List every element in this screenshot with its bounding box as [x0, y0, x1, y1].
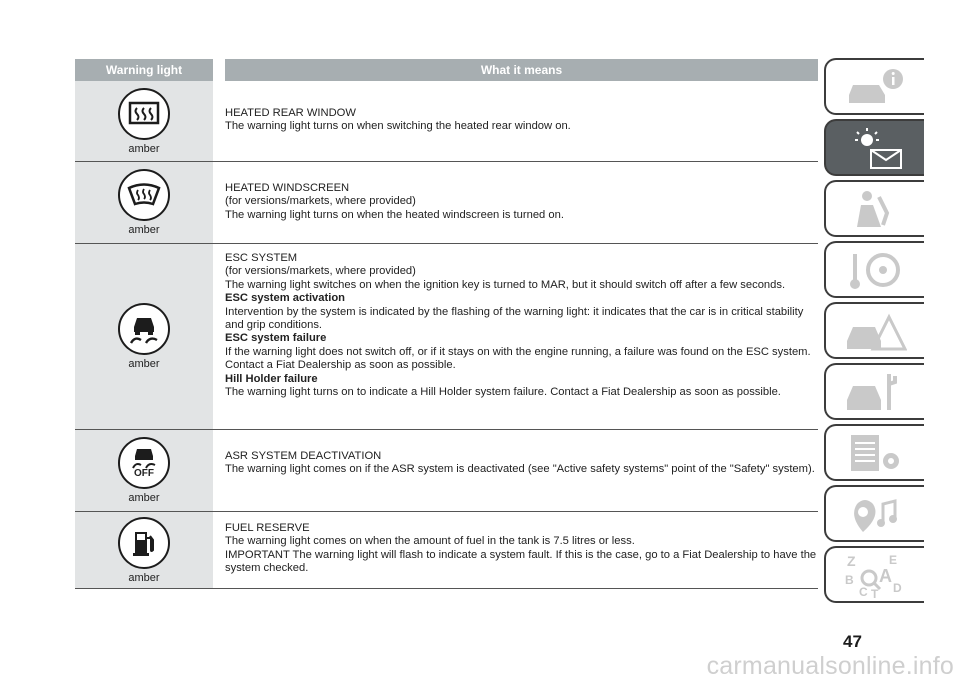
maintenance-icon — [843, 370, 907, 414]
light-color-label: amber — [128, 224, 160, 236]
tab-emergency[interactable] — [824, 302, 924, 359]
emergency-icon — [843, 309, 907, 353]
description-line: The warning light turns on when the heated windscreen is turned on. — [225, 208, 564, 221]
warning-lights-table — [75, 59, 818, 589]
description-line: FUEL RESERVE — [225, 522, 310, 534]
description-heading: Hill Holder failure — [225, 372, 318, 385]
description-line: The warning light turns on to indicate a Hill Holder system failure. Contact a Fiat Dealership as soon as possible. — [225, 386, 781, 399]
description-line: The warning light comes on when the amount of fuel in the tank is 7.5 litres or less. — [225, 535, 635, 548]
description-line: ESC SYSTEM — [225, 252, 298, 264]
warning-light-cell — [75, 512, 213, 588]
light-color-label: amber — [128, 142, 160, 155]
index-letter: A — [879, 565, 892, 586]
description-line: (for versions/markets, where provided) — [225, 265, 416, 278]
starting-driving-icon — [843, 248, 907, 292]
index-icon — [843, 550, 907, 600]
description-line: If the warning light does not switch off, or if it stays on with the engine running, a failure was found on the ESC system. Contact a Fiat Dealership as soon as possible. — [225, 345, 811, 372]
tab-maintenance[interactable] — [824, 363, 924, 420]
warning-light-cell — [75, 81, 213, 161]
tab-safety[interactable] — [824, 180, 924, 237]
description-line: HEATED WINDSCREEN — [225, 182, 350, 194]
light-color-label: amber — [128, 492, 160, 504]
description-line: HEATED REAR WINDOW — [225, 107, 356, 119]
description-line: ASR SYSTEM DEACTIVATION — [225, 450, 382, 462]
table-row-fuel-reserve — [75, 512, 818, 589]
fuel-reserve-icon — [118, 517, 170, 569]
description-cell — [213, 512, 818, 588]
asr-off-icon — [118, 437, 170, 489]
description-line: Intervention by the system is indicated by the flashing of the warning light: it indicates that the car is in critical stability and grip conditions. — [225, 305, 804, 332]
description-line: (for versions/markets, where provided) — [225, 195, 416, 208]
light-color-label: amber — [128, 571, 160, 584]
description-line: The warning light turns on when switching the heated rear window on. — [225, 120, 571, 133]
description-cell — [213, 162, 818, 243]
technical-data-icon — [843, 431, 907, 475]
description-cell — [213, 430, 818, 511]
header-what-it-means: What it means — [225, 59, 818, 81]
light-color-label: amber — [128, 358, 160, 370]
description-cell — [213, 81, 818, 161]
index-letter: B — [845, 572, 854, 587]
header-warning-light: Warning light — [75, 59, 213, 81]
off-label: OFF — [134, 468, 154, 479]
description-line: IMPORTANT The warning light will flash to indicate a system fault. If this is the case, go to a Fiat Dealership to have the system checked. — [225, 548, 817, 575]
index-letter: Z — [847, 552, 856, 569]
table-row-asr-deactivation — [75, 430, 818, 512]
table-row-esc-system — [75, 244, 818, 430]
description-heading: ESC system failure — [225, 332, 327, 345]
warning-lights-messages-icon — [843, 126, 907, 170]
tab-starting-driving[interactable] — [824, 241, 924, 298]
index-letter: C — [859, 584, 868, 599]
description-heading: ESC system activation — [225, 292, 346, 305]
esc-system-icon — [118, 303, 170, 355]
heated-windscreen-icon — [118, 169, 170, 221]
warning-light-cell — [75, 430, 213, 511]
heated-rear-window-icon — [118, 88, 170, 140]
page-number: 47 — [843, 632, 862, 651]
car-info-icon — [843, 65, 907, 109]
table-row-heated-windscreen — [75, 162, 818, 244]
index-letter: T — [871, 586, 879, 600]
description-line: The warning light comes on if the ASR system is deactivated (see "Active safety systems" point of the "Safety" system). — [225, 463, 815, 476]
table-header — [75, 59, 818, 81]
tab-technical-data[interactable] — [824, 424, 924, 481]
index-letter: D — [893, 580, 902, 595]
multimedia-icon — [843, 492, 907, 536]
index-letter: E — [889, 552, 898, 567]
warning-light-cell — [75, 162, 213, 243]
table-row-heated-rear-window — [75, 81, 818, 162]
tab-multimedia[interactable] — [824, 485, 924, 542]
tab-index[interactable] — [824, 546, 924, 603]
chapter-tabs — [824, 58, 928, 607]
description-cell — [213, 244, 818, 429]
tab-warning-lights-messages[interactable] — [824, 119, 924, 176]
description-line: The warning light switches on when the ignition key is turned to MAR, but it should switch off after a few seconds. — [225, 278, 786, 291]
safety-airbag-icon — [843, 187, 907, 231]
tab-car-info[interactable] — [824, 58, 924, 115]
watermark: carmanualsonline.info — [706, 652, 954, 680]
warning-light-cell — [75, 244, 213, 429]
